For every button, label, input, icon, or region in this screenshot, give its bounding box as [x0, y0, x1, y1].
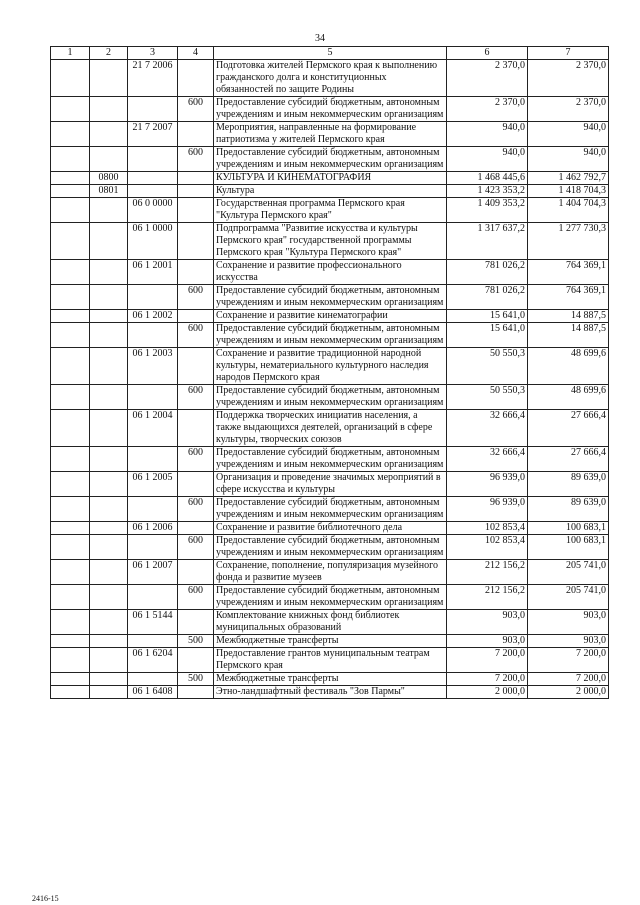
section-code: 0801 [90, 185, 128, 198]
section-cell [51, 223, 90, 260]
amount-year-1: 96 939,0 [447, 472, 528, 497]
amount-year-1: 102 853,4 [447, 522, 528, 535]
amount-year-2: 48 699,6 [528, 385, 609, 410]
section-code: 0800 [90, 172, 128, 185]
column-header-row [51, 47, 609, 60]
amount-year-2: 903,0 [528, 610, 609, 635]
item-description: Предоставление субсидий бюджетным, автономным учреждениям и иным некоммерческим организациям [214, 447, 447, 472]
amount-year-2: 27 666,4 [528, 447, 609, 472]
expense-type-code: 600 [178, 585, 214, 610]
item-description: Предоставление субсидий бюджетным, автономным учреждениям и иным некоммерческим организациям [214, 285, 447, 310]
amount-year-2: 764 369,1 [528, 260, 609, 285]
column-header: 4 [178, 47, 214, 60]
section-cell [51, 97, 90, 122]
item-description: Предоставление грантов муниципальным театрам Пермского края [214, 648, 447, 673]
table-row [51, 323, 609, 348]
expense-type-code [178, 472, 214, 497]
amount-year-1: 7 200,0 [447, 648, 528, 673]
amount-year-1: 1 317 637,2 [447, 223, 528, 260]
amount-year-2: 48 699,6 [528, 348, 609, 385]
item-description: Предоставление субсидий бюджетным, автономным учреждениям и иным некоммерческим организациям [214, 323, 447, 348]
table-row [51, 673, 609, 686]
table-row [51, 635, 609, 648]
amount-year-1: 102 853,4 [447, 535, 528, 560]
table-row [51, 348, 609, 385]
item-description: Поддержка творческих инициатив населения, а также выдающихся деятелей, организаций в сфере культуры, творческих союзов [214, 410, 447, 447]
section-code [90, 560, 128, 585]
section-cell [51, 122, 90, 147]
expense-type-code [178, 522, 214, 535]
section-cell [51, 60, 90, 97]
section-code [90, 348, 128, 385]
amount-year-1: 32 666,4 [447, 447, 528, 472]
table-row [51, 60, 609, 97]
section-code [90, 673, 128, 686]
table-row [51, 97, 609, 122]
section-cell [51, 172, 90, 185]
item-description: Подготовка жителей Пермского края к выполнению гражданского долга и конституционных обязанностей по защите Родины [214, 60, 447, 97]
amount-year-2: 1 404 704,3 [528, 198, 609, 223]
expense-type-code: 600 [178, 447, 214, 472]
table-row [51, 385, 609, 410]
item-description: Сохранение и развитие профессионального искусства [214, 260, 447, 285]
amount-year-1: 781 026,2 [447, 260, 528, 285]
section-code [90, 60, 128, 97]
column-header: 5 [214, 47, 447, 60]
item-description: Культура [214, 185, 447, 198]
target-article-code: 06 1 2003 [128, 348, 178, 385]
section-cell [51, 522, 90, 535]
target-article-code: 06 1 2006 [128, 522, 178, 535]
expense-type-code [178, 260, 214, 285]
amount-year-1: 7 200,0 [447, 673, 528, 686]
section-cell [51, 585, 90, 610]
item-description: Организация и проведение значимых мероприятий в сфере искусства и культуры [214, 472, 447, 497]
target-article-code [128, 673, 178, 686]
amount-year-2: 205 741,0 [528, 585, 609, 610]
section-code [90, 323, 128, 348]
expense-type-code: 600 [178, 285, 214, 310]
target-article-code: 06 1 6204 [128, 648, 178, 673]
amount-year-2: 7 200,0 [528, 648, 609, 673]
target-article-code [128, 385, 178, 410]
expense-type-code [178, 122, 214, 147]
amount-year-1: 940,0 [447, 122, 528, 147]
section-cell [51, 610, 90, 635]
expense-type-code [178, 185, 214, 198]
item-description: Межбюджетные трансферты [214, 673, 447, 686]
expense-type-code [178, 198, 214, 223]
amount-year-1: 50 550,3 [447, 348, 528, 385]
table-row [51, 648, 609, 673]
amount-year-1: 50 550,3 [447, 385, 528, 410]
section-code [90, 223, 128, 260]
section-cell [51, 385, 90, 410]
amount-year-1: 2 370,0 [447, 97, 528, 122]
amount-year-2: 903,0 [528, 635, 609, 648]
target-article-code [128, 147, 178, 172]
amount-year-2: 2 370,0 [528, 97, 609, 122]
section-code [90, 648, 128, 673]
expense-type-code: 600 [178, 535, 214, 560]
target-article-code [128, 535, 178, 560]
expense-type-code [178, 410, 214, 447]
section-cell [51, 410, 90, 447]
column-header: 7 [528, 47, 609, 60]
amount-year-2: 7 200,0 [528, 673, 609, 686]
table-row [51, 198, 609, 223]
table-row [51, 522, 609, 535]
target-article-code: 06 1 6408 [128, 686, 178, 699]
table-row [51, 122, 609, 147]
item-description: Предоставление субсидий бюджетным, автономным учреждениям и иным некоммерческим организациям [214, 147, 447, 172]
amount-year-1: 1 409 353,2 [447, 198, 528, 223]
document-code: 2416-15 [32, 894, 59, 903]
section-cell [51, 260, 90, 285]
expense-type-code [178, 610, 214, 635]
amount-year-2: 27 666,4 [528, 410, 609, 447]
section-code [90, 97, 128, 122]
table-row [51, 610, 609, 635]
amount-year-1: 781 026,2 [447, 285, 528, 310]
section-code [90, 285, 128, 310]
target-article-code [128, 285, 178, 310]
amount-year-1: 15 641,0 [447, 323, 528, 348]
item-description: Предоставление субсидий бюджетным, автономным учреждениям и иным некоммерческим организациям [214, 497, 447, 522]
section-code [90, 198, 128, 223]
amount-year-2: 89 639,0 [528, 497, 609, 522]
section-code [90, 385, 128, 410]
section-cell [51, 648, 90, 673]
expense-type-code: 600 [178, 97, 214, 122]
amount-year-1: 212 156,2 [447, 585, 528, 610]
table-row [51, 535, 609, 560]
amount-year-2: 100 683,1 [528, 535, 609, 560]
expense-type-code [178, 223, 214, 260]
section-code [90, 260, 128, 285]
section-cell [51, 686, 90, 699]
target-article-code: 06 1 2001 [128, 260, 178, 285]
target-article-code [128, 585, 178, 610]
item-description: Предоставление субсидий бюджетным, автономным учреждениям и иным некоммерческим организациям [214, 585, 447, 610]
amount-year-2: 940,0 [528, 147, 609, 172]
section-code [90, 635, 128, 648]
target-article-code [128, 497, 178, 522]
item-description: Сохранение и развитие кинематографии [214, 310, 447, 323]
amount-year-1: 32 666,4 [447, 410, 528, 447]
table-row [51, 447, 609, 472]
expense-type-code: 600 [178, 323, 214, 348]
target-article-code [128, 97, 178, 122]
target-article-code: 06 1 2007 [128, 560, 178, 585]
item-description: Комплектование книжных фонд библиотек муниципальных образований [214, 610, 447, 635]
section-cell [51, 185, 90, 198]
amount-year-1: 1 468 445,6 [447, 172, 528, 185]
amount-year-2: 764 369,1 [528, 285, 609, 310]
amount-year-2: 2 370,0 [528, 60, 609, 97]
section-code [90, 497, 128, 522]
table-row [51, 172, 609, 185]
target-article-code: 06 1 0000 [128, 223, 178, 260]
item-description: Межбюджетные трансферты [214, 635, 447, 648]
table-row [51, 147, 609, 172]
table-row [51, 497, 609, 522]
item-description: Государственная программа Пермского края "Культура Пермского края" [214, 198, 447, 223]
expense-type-code [178, 172, 214, 185]
target-article-code: 06 1 2002 [128, 310, 178, 323]
target-article-code: 06 1 2004 [128, 410, 178, 447]
item-description: Сохранение, пополнение, популяризация музейного фонда и развитие музеев [214, 560, 447, 585]
amount-year-1: 940,0 [447, 147, 528, 172]
amount-year-2: 1 277 730,3 [528, 223, 609, 260]
section-cell [51, 472, 90, 497]
expense-type-code [178, 686, 214, 699]
section-cell [51, 673, 90, 686]
target-article-code [128, 172, 178, 185]
table-row [51, 260, 609, 285]
column-header: 1 [51, 47, 90, 60]
section-cell [51, 198, 90, 223]
expense-type-code: 500 [178, 635, 214, 648]
section-code [90, 522, 128, 535]
item-description: Предоставление субсидий бюджетным, автономным учреждениям и иным некоммерческим организациям [214, 535, 447, 560]
expense-type-code [178, 560, 214, 585]
target-article-code [128, 635, 178, 648]
table-row [51, 223, 609, 260]
target-article-code [128, 323, 178, 348]
section-code [90, 410, 128, 447]
section-cell [51, 497, 90, 522]
section-cell [51, 323, 90, 348]
item-description: Мероприятия, направленные на формирование патриотизма у жителей Пермского края [214, 122, 447, 147]
section-cell [51, 447, 90, 472]
item-description: Предоставление субсидий бюджетным, автономным учреждениям и иным некоммерческим организациям [214, 385, 447, 410]
amount-year-1: 2 370,0 [447, 60, 528, 97]
column-header: 3 [128, 47, 178, 60]
column-header: 6 [447, 47, 528, 60]
table-row [51, 585, 609, 610]
item-description: КУЛЬТУРА И КИНЕМАТОГРАФИЯ [214, 172, 447, 185]
amount-year-1: 903,0 [447, 635, 528, 648]
section-cell [51, 560, 90, 585]
expense-type-code [178, 348, 214, 385]
expense-type-code: 600 [178, 385, 214, 410]
section-cell [51, 310, 90, 323]
item-description: Предоставление субсидий бюджетным, автономным учреждениям и иным некоммерческим организациям [214, 97, 447, 122]
expense-type-code: 600 [178, 497, 214, 522]
target-article-code: 21 7 2006 [128, 60, 178, 97]
section-code [90, 472, 128, 497]
amount-year-2: 2 000,0 [528, 686, 609, 699]
expense-type-code: 500 [178, 673, 214, 686]
section-code [90, 310, 128, 323]
section-code [90, 447, 128, 472]
budget-table [50, 46, 609, 699]
amount-year-2: 89 639,0 [528, 472, 609, 497]
amount-year-2: 1 418 704,3 [528, 185, 609, 198]
section-cell [51, 147, 90, 172]
section-cell [51, 348, 90, 385]
item-description: Этно-ландшафтный фестиваль "Зов Пармы" [214, 686, 447, 699]
item-description: Сохранение и развитие библиотечного дела [214, 522, 447, 535]
table-row [51, 285, 609, 310]
table-row [51, 310, 609, 323]
column-header: 2 [90, 47, 128, 60]
amount-year-1: 903,0 [447, 610, 528, 635]
amount-year-1: 2 000,0 [447, 686, 528, 699]
table-row [51, 185, 609, 198]
amount-year-2: 100 683,1 [528, 522, 609, 535]
expense-type-code: 600 [178, 147, 214, 172]
amount-year-1: 212 156,2 [447, 560, 528, 585]
section-cell [51, 535, 90, 560]
expense-type-code [178, 648, 214, 673]
target-article-code [128, 447, 178, 472]
target-article-code: 06 0 0000 [128, 198, 178, 223]
section-cell [51, 635, 90, 648]
amount-year-2: 940,0 [528, 122, 609, 147]
table-row [51, 410, 609, 447]
table-row [51, 686, 609, 699]
amount-year-1: 15 641,0 [447, 310, 528, 323]
section-code [90, 147, 128, 172]
section-code [90, 535, 128, 560]
amount-year-1: 96 939,0 [447, 497, 528, 522]
amount-year-1: 1 423 353,2 [447, 185, 528, 198]
target-article-code: 06 1 5144 [128, 610, 178, 635]
item-description: Подпрограмма "Развитие искусства и культуры Пермского края" государственной программы Пермского края "Культура Пермского края" [214, 223, 447, 260]
table-row [51, 560, 609, 585]
target-article-code: 06 1 2005 [128, 472, 178, 497]
expense-type-code [178, 60, 214, 97]
section-code [90, 585, 128, 610]
amount-year-2: 1 462 792,7 [528, 172, 609, 185]
amount-year-2: 14 887,5 [528, 323, 609, 348]
section-code [90, 122, 128, 147]
section-cell [51, 285, 90, 310]
section-code [90, 610, 128, 635]
expense-type-code [178, 310, 214, 323]
page-number: 34 [315, 33, 325, 44]
target-article-code: 21 7 2007 [128, 122, 178, 147]
table-row [51, 472, 609, 497]
target-article-code [128, 185, 178, 198]
amount-year-2: 205 741,0 [528, 560, 609, 585]
section-code [90, 686, 128, 699]
item-description: Сохранение и развитие традиционной народной культуры, нематериального культурного наследия народов Пермского края [214, 348, 447, 385]
amount-year-2: 14 887,5 [528, 310, 609, 323]
